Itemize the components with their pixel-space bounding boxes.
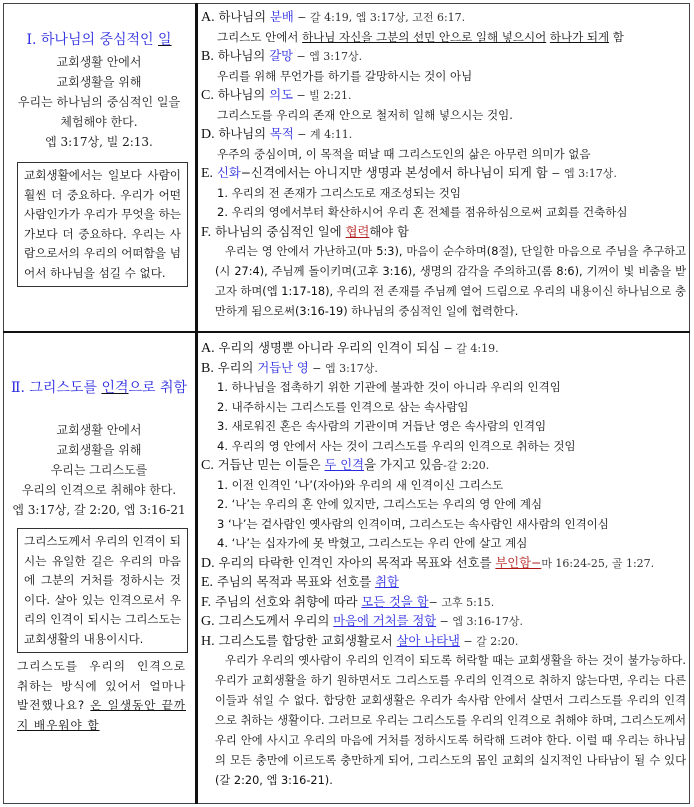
scripture-ref: − 빌 2:21. <box>292 89 352 102</box>
section2-outline <box>201 339 686 791</box>
scripture-ref: − 갈 4:19. <box>440 342 499 355</box>
point-H: H. 그리스도를 합당한 교회생활로서 살아 나타냄 − 갈 2:20. <box>201 633 519 649</box>
keyword: 거듭난 영 <box>257 360 309 375</box>
keyword: 신화 <box>216 166 241 180</box>
section2-note-box: 그리스도께서 우리의 인격이 되시는 유일한 길은 우리의 마음에 그분의 거처를 정하시는 것이다. 살아 있는 인격으로서 우리의 인격이 되시는 그리스도는 교회생활의 내용이시다. <box>17 528 188 653</box>
section1-line: 체험해야 한다. <box>60 115 138 129</box>
point-G: G. 그리스도께서 우리의 마음에 거처를 정함 − 엡 3:16-17상. <box>201 614 523 629</box>
scripture-ref: − 갈 2:20. <box>459 634 519 648</box>
scripture-ref: -갈 2:20. <box>443 459 490 472</box>
section1-note-box: 교회생활에서는 일보다 사람이 훨씬 더 중요하다. 우리가 어떤 사람인가가 우리가 무엇을 하는가보다 더 중요하다. 우리는 사람으로서의 우리의 어떠함을 넘어서 하나님을 섬길 수 없다. <box>17 162 188 287</box>
point-C-item: 4. ‘나’는 십자가에 못 박혔고, 그리스도는 우리 안에 살고 계심 <box>217 536 528 550</box>
keyword: 협력 <box>345 224 370 239</box>
point-C-item: 3 ‘나’는 겉사람인 옛사람의 인격이며, 그리스도는 속사람인 새사람의 인격이심 <box>217 516 609 531</box>
point-A: A. 우리의 생명뿐 아니라 우리의 인격이 되심 − 갈 4:19. <box>201 341 499 356</box>
scripture-ref: − 엡 3:17상. <box>308 361 378 375</box>
keyword: 목적 <box>269 127 294 141</box>
keyword: 두 인격 <box>324 458 365 472</box>
section2-reflection: 그리스도를 우리의 인격으로 취하는 방식에 있어서 얼마나 발전했나요? 온 일생동안 끝까지 배우워야 함 <box>17 659 186 732</box>
section2-line: 교회생활을 위해 <box>56 443 142 457</box>
point-C-item: 1. 이전 인격인 ‘나’(자아)와 우리의 새 인격이신 그리스도 <box>217 477 504 492</box>
keyword: 취함 <box>375 575 399 589</box>
scripture-ref: 마 16:24-25, 골 1:27. <box>541 556 655 570</box>
section2-title: Ⅱ. 그리스도를 인격으로 취함 <box>10 380 188 396</box>
point-B: B. 우리의 거듭난 영 − 엡 3:17상. <box>201 360 378 376</box>
scripture-ref: − 갈 4:19, 엡 3:17상, 고전 6:17. <box>293 11 466 24</box>
scripture-ref: − 엡 3:17상. <box>292 50 363 63</box>
section2-line: 우리는 그리스도를 <box>50 463 148 477</box>
keyword: 갈망 <box>269 49 293 63</box>
scripture-ref: − 고후 5:15. <box>428 595 495 609</box>
column-divider <box>195 3 198 804</box>
section1-line: 교회생활을 위해 <box>56 75 142 89</box>
keyword: 살아 나타냄 <box>396 633 460 648</box>
point-C: C. 하나님의 의도 − 빌 2:21. <box>201 88 352 103</box>
point-B-item: 3. 새로워진 혼은 속사람의 기관이며 거듭난 영은 속사람의 인격임 <box>217 419 547 433</box>
point-B-detail: 우리를 위해 무언가를 하기를 갈망하시는 것이 아님 <box>217 68 473 83</box>
section1-line: 교회생활 안에서 <box>56 55 142 69</box>
section1-reference: 엡 3:17상, 빌 2:13. <box>45 135 153 149</box>
point-C-item: 2. ‘나’는 우리의 혼 안에 있지만, 그리스도는 우리의 영 안에 계심 <box>217 497 543 511</box>
keyword: 마음에 거처를 정함 <box>333 614 437 628</box>
point-F: F. 주님의 선호와 취향에 따라 모든 것을 함− 고후 5:15. <box>201 594 495 610</box>
point-E: E. 신화−신격에서는 아니지만 생명과 본성에서 하나님이 되게 함 − 엡 3:17상. <box>201 166 617 181</box>
scripture-ref: − 엡 3:17상. <box>547 167 617 180</box>
section1-summary <box>4 30 194 287</box>
point-F: F. 하나님의 중심적인 일에 협력해야 함 <box>201 224 409 240</box>
keyword: 분배 <box>269 10 294 24</box>
point-A: A. 하나님의 분배 − 갈 4:19, 엡 3:17상, 고전 6:17. <box>201 10 466 25</box>
keyword: 부인함− <box>495 555 542 570</box>
point-E-item: 1. 우리의 전 존재가 그리스도로 재조성되는 것임 <box>217 185 461 200</box>
point-B-item: 1. 하나님을 접촉하기 위한 기관에 불과한 것이 아니라 우리의 인격임 <box>217 380 561 394</box>
point-C: C. 거듭난 믿는 이들은 두 인격을 가지고 있음-갈 2:20. <box>201 458 490 473</box>
point-D: D. 우리의 타락한 인격인 자아의 목적과 목표와 선호를 부인함−마 16:24-25, 골 1:27. <box>201 555 655 571</box>
section2-reference: 엡 3:17상, 갈 2:20, 엡 3:16-21 <box>12 503 186 517</box>
keyword: 모든 것을 함 <box>361 594 429 609</box>
point-C-detail: 그리스도를 우리의 존재 안으로 철저히 일해 넣으시는 것임. <box>217 107 513 122</box>
scripture-ref: − 계 4:11. <box>293 128 353 141</box>
section-divider <box>3 331 690 333</box>
point-B-item: 2. 내주하시는 그리스도를 인격으로 삼는 속사람임 <box>217 399 469 414</box>
section1-line: 우리는 하나님의 중심적인 일을 <box>17 95 181 109</box>
point-B: B. 하나님의 갈망 − 엡 3:17상. <box>201 49 363 64</box>
point-H-paragraph: 우리가 우리의 옛사람이 우리의 인격이 되도록 허락할 때는 교회생활을 하는 것이 불가능하다. 우리가 교회생활을 하기 원하면서도 그리스도를 우리의 인격으로 취하지 않는다면, 우리는 다른 이들과 섞일 수 없다. 합당한 교회생활은 우리가 속사람 안에서 살면서 그리스도를 우리의 인격으로 취하는 생활이다. 그러므로 우리는 그리스도를 우리의 인격으로 취해야 하며, 그리스도께서 우리 안에 사시고 우리의 마음에 거처를 정하시도록 허락해 드려야 한다. 이럴 때 우리는 하나님의 모든 충만에 이르도록 충만하게 되어, 그리스도의 몸인 교회의 실지적인 나타남이 될 수 있다(갈 2:20, 엡 3:16-21). <box>215 654 686 787</box>
point-D-detail: 우주의 중심이며, 이 목적을 떠날 때 그리스도인의 삶은 아무런 의미가 없음 <box>217 146 591 161</box>
section2-summary <box>4 378 194 735</box>
section1-title: Ⅰ. 하나님의 중심적인 일 <box>26 32 172 48</box>
keyword: 의도 <box>269 88 293 102</box>
section2-line: 우리의 인격으로 취해야 한다. <box>21 483 177 497</box>
point-D: D. 하나님의 목적 − 계 4:11. <box>201 127 353 142</box>
scripture-ref: − 엡 3:16-17상. <box>436 615 523 628</box>
section1-outline <box>201 8 686 322</box>
point-A-detail: 그리스도 안에서 하나님 자신을 그분의 선민 안으로 일해 넣으시어 하나가 되게 함 <box>217 29 624 44</box>
point-B-item: 4. 우리의 영 안에서 사는 것이 그리스도를 우리의 인격으로 취하는 것임 <box>217 438 576 453</box>
section2-line: 교회생활 안에서 <box>56 423 142 437</box>
point-E: E. 주님의 목적과 목표와 선호를 취함 <box>201 575 399 590</box>
point-F-paragraph: 우리는 영 안에서 가난하고(마 5:3), 마음이 순수하며(8절), 단일한 마음으로 주님을 추구하고(시 27:4), 주님께 돌이키며(고후 3:16), 생명의 감각을 주의하고(롬 8:6), 기꺼이 빛 비춤을 받고자 하며(엡 1:17-18), 우리의 전 존재를 주님께 열어 드림으로 우리의 내용이신 하나님으로 충만하게 됨으로써(3:16-19) 하나님의 중심적인 일에 협력한다. <box>215 245 686 318</box>
point-E-item: 2. 우리의 영에서부터 확산하시어 우리 혼 전체를 점유하심으로써 교회를 건축하심 <box>217 205 628 219</box>
